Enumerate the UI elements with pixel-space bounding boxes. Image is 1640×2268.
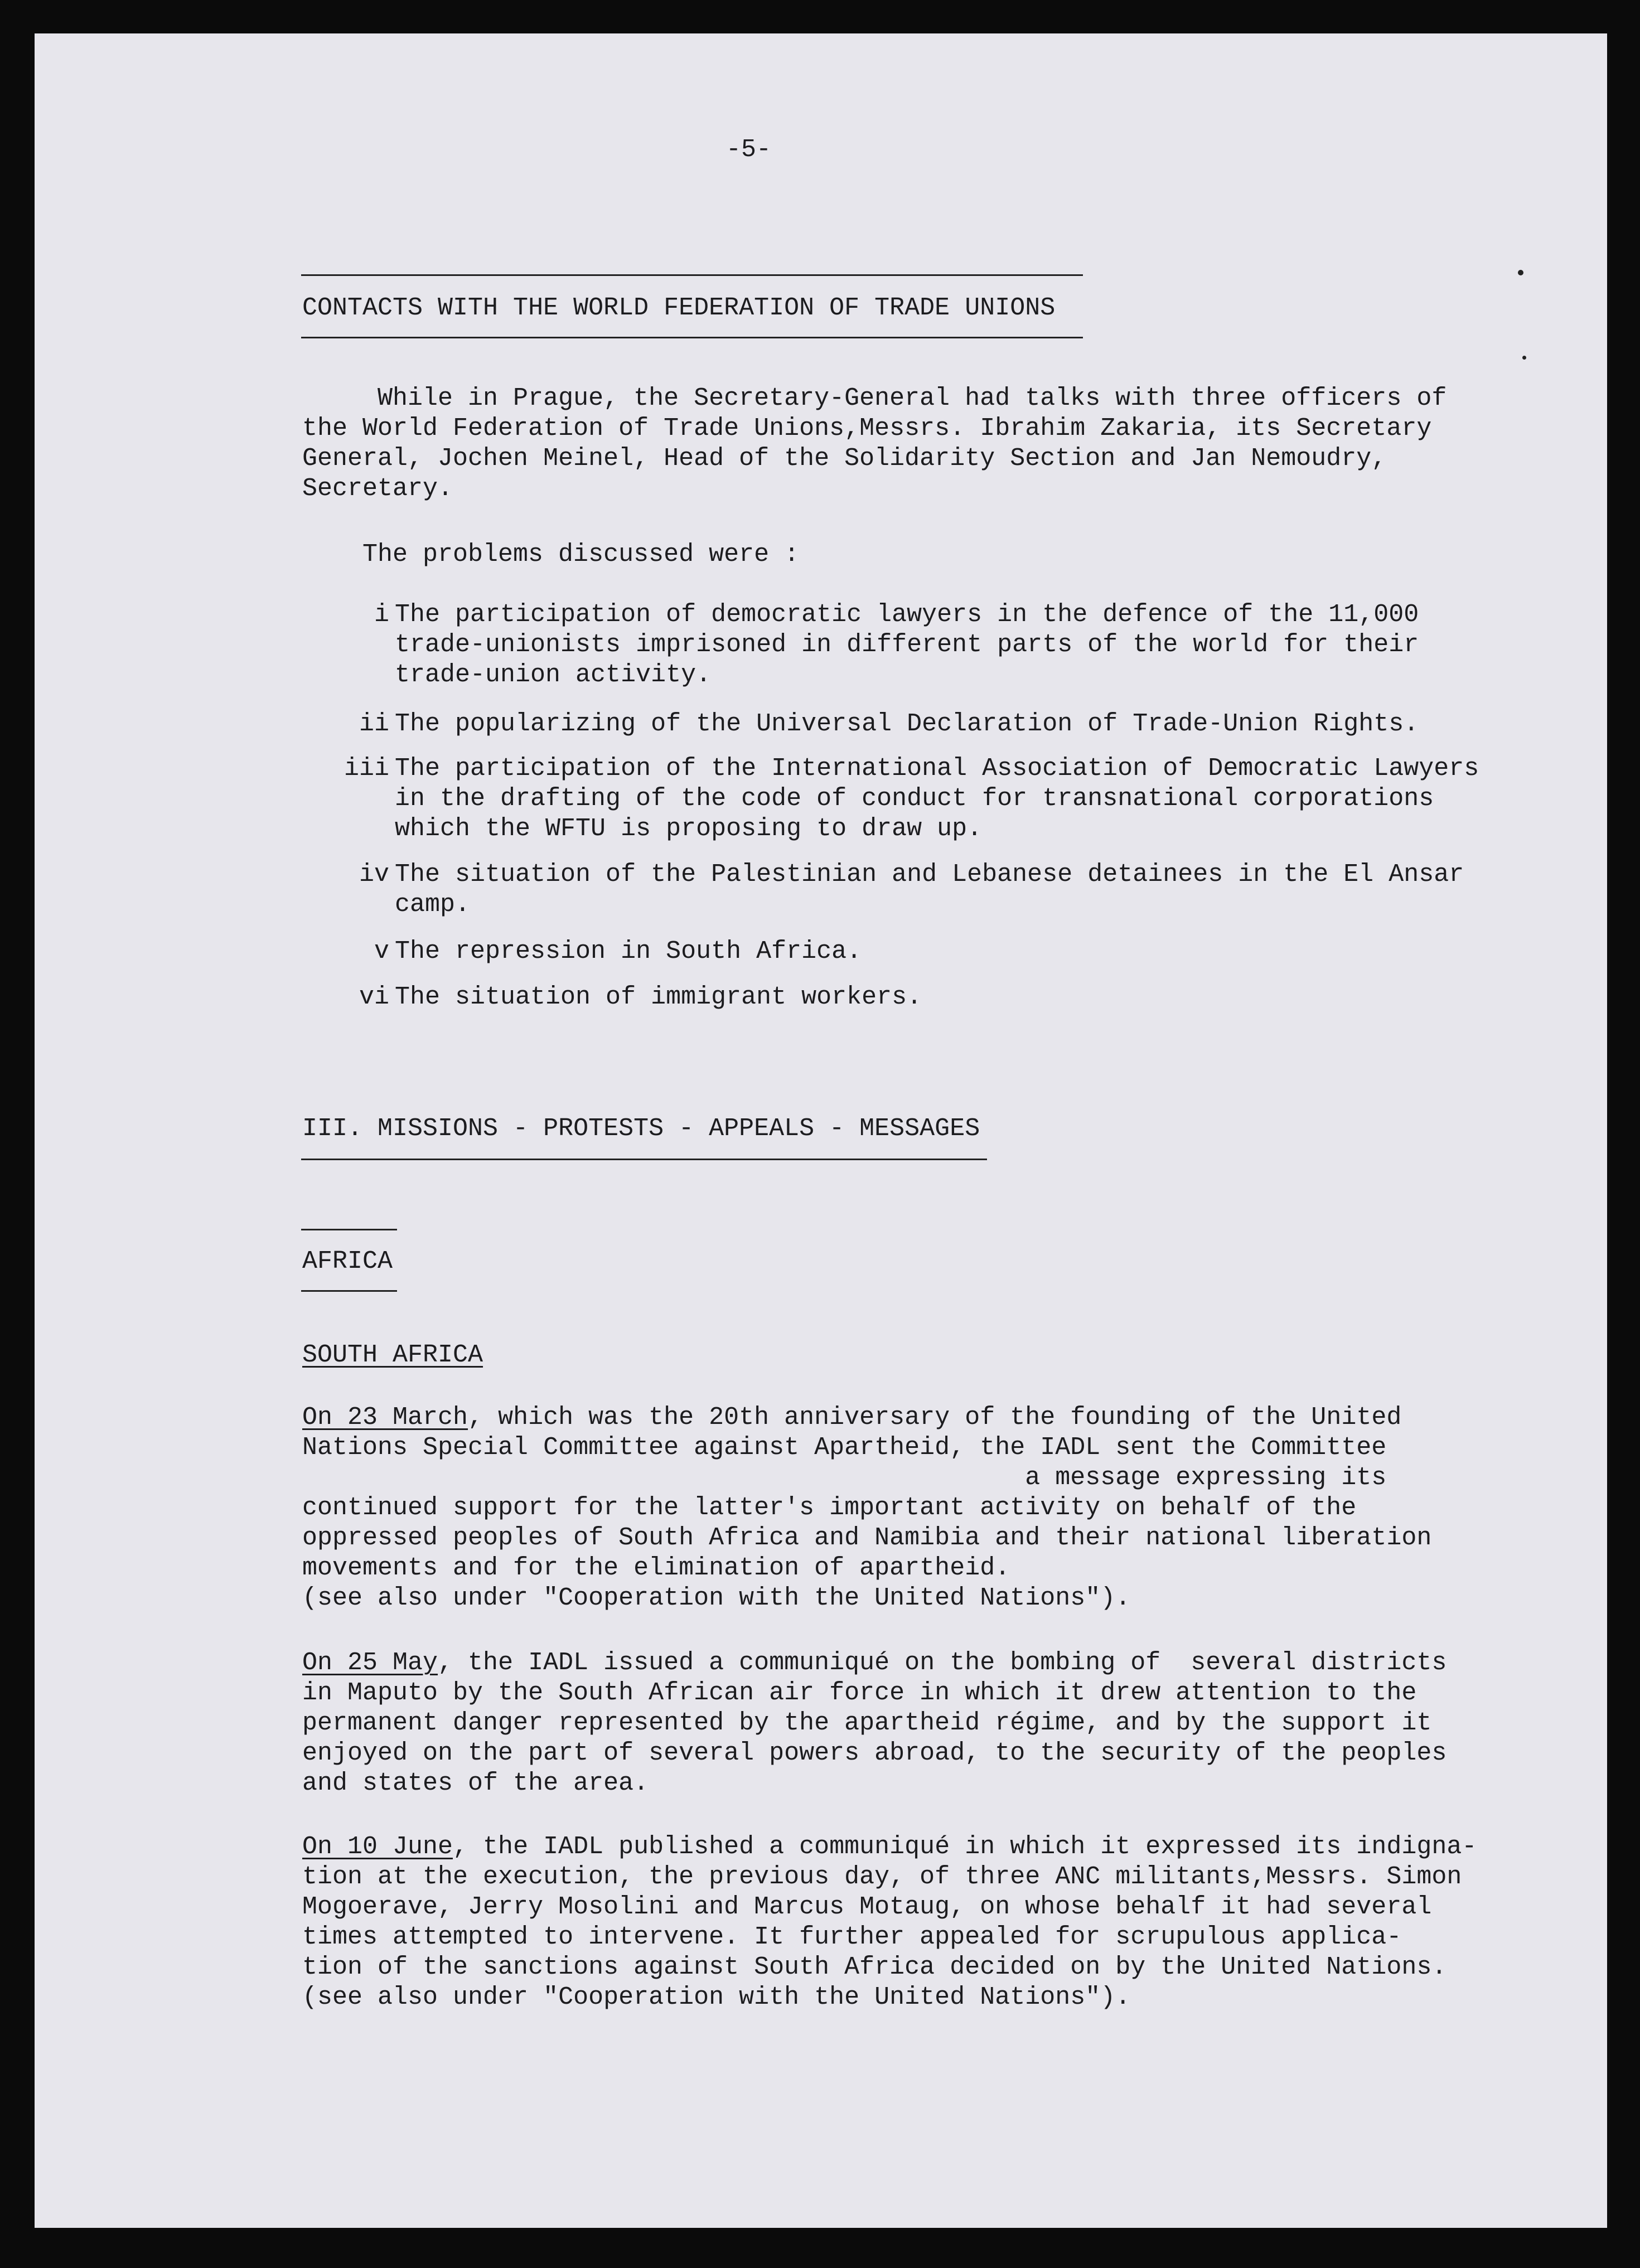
text-line: Nations Special Committee against Apartheid, the IADL sent the Committee bbox=[302, 1433, 1387, 1462]
subregion-heading: SOUTH AFRICA bbox=[302, 1341, 483, 1369]
section-heading-wftu: CONTACTS WITH THE WORLD FEDERATION OF TRADE UNIONS bbox=[302, 294, 1056, 322]
text-line: which the WFTU is proposing to draw up. bbox=[395, 815, 983, 843]
text-line: General, Jochen Meinel, Head of the Solidarity Section and Jan Nemoudry, bbox=[302, 444, 1387, 473]
text-line: in the drafting of the code of conduct for transnational corporations bbox=[395, 784, 1434, 813]
text-line: The situation of immigrant workers. bbox=[395, 983, 922, 1011]
text-line: oppressed peoples of South Africa and Namibia and their national liberation bbox=[302, 1524, 1432, 1552]
item-text bbox=[395, 754, 1479, 844]
text-line: continued support for the latter's important activity on behalf of the bbox=[302, 1494, 1357, 1522]
item-text bbox=[395, 709, 1419, 739]
item-text bbox=[395, 937, 862, 967]
item-number: iv bbox=[359, 860, 389, 889]
region-rule-top bbox=[301, 1229, 397, 1230]
heading-rule bbox=[301, 1159, 987, 1160]
entry-text: , which was the 20th anniversary of the founding of the United bbox=[468, 1403, 1402, 1432]
problems-intro: The problems discussed were : bbox=[362, 540, 800, 569]
text-line bbox=[302, 1832, 1562, 1862]
text-line: trade-unionists imprisoned in different parts of the world for their bbox=[395, 631, 1419, 659]
text-line: the World Federation of Trade Unions,Messrs. Ibrahim Zakaria, its Secretary bbox=[302, 414, 1432, 443]
region-heading: AFRICA bbox=[302, 1247, 393, 1276]
text-line: (see also under "Cooperation with the United Nations"). bbox=[302, 1983, 1131, 2012]
entry-paragraph bbox=[302, 1832, 1562, 2013]
text-line: tion at the execution, the previous day, of three ANC militants,Messrs. Simon bbox=[302, 1863, 1462, 1891]
item-number: vi bbox=[359, 983, 389, 1011]
heading-rule-bottom bbox=[301, 337, 1083, 338]
text-line: Secretary. bbox=[302, 474, 453, 503]
item-text bbox=[395, 982, 922, 1012]
text-line: in Maputo by the South African air force in which it drew attention to the bbox=[302, 1679, 1417, 1707]
item-text bbox=[395, 600, 1419, 690]
text-line: (see also under "Cooperation with the United Nations"). bbox=[302, 1584, 1131, 1612]
document-page bbox=[35, 33, 1607, 2228]
margin-mark bbox=[1522, 356, 1526, 360]
item-text bbox=[395, 860, 1464, 920]
entry-text: , the IADL issued a communiqué on the bombing of several districts bbox=[438, 1649, 1447, 1677]
margin-mark bbox=[1518, 270, 1523, 275]
text-line: The popularizing of the Universal Declaration of Trade-Union Rights. bbox=[395, 710, 1419, 738]
item-number: ii bbox=[359, 710, 389, 738]
text-line: enjoyed on the part of several powers abroad, to the security of the peoples bbox=[302, 1739, 1447, 1767]
item-number: i bbox=[374, 600, 389, 629]
text-line: The situation of the Palestinian and Lebanese detainees in the El Ansar bbox=[395, 860, 1464, 889]
item-number: v bbox=[374, 937, 389, 966]
document-body bbox=[35, 33, 1607, 2228]
text-line bbox=[302, 1648, 1562, 1678]
text-line: movements and for the elimination of apartheid. bbox=[302, 1554, 1010, 1582]
text-line: camp. bbox=[395, 890, 471, 919]
entry-text: , the IADL published a communiqué in which it expressed its indigna- bbox=[453, 1833, 1477, 1861]
entry-date: On 23 March bbox=[302, 1403, 468, 1432]
text-line: tion of the sanctions against South Africa decided on by the United Nations. bbox=[302, 1953, 1447, 1981]
item-number: iii bbox=[344, 754, 389, 783]
section-heading-iii: III. MISSIONS - PROTESTS - APPEALS - MESSAGES bbox=[302, 1114, 980, 1143]
text-line: trade-union activity. bbox=[395, 661, 712, 689]
text-line: The participation of the International Association of Democratic Lawyers bbox=[395, 754, 1479, 783]
text-line: times attempted to intervene. It further appealed for scrupulous applica- bbox=[302, 1923, 1402, 1951]
heading-rule-top bbox=[301, 274, 1083, 276]
text-line: a message expressing its bbox=[302, 1463, 1387, 1492]
text-line: and states of the area. bbox=[302, 1769, 649, 1797]
text-line: Mogoerave, Jerry Mosolini and Marcus Motaug, on whose behalf it had several bbox=[302, 1893, 1432, 1921]
text-line: The participation of democratic lawyers in the defence of the 11,000 bbox=[395, 600, 1419, 629]
text-line: While in Prague, the Secretary-General had talks with three officers of bbox=[302, 384, 1447, 413]
entry-date: On 25 May bbox=[302, 1649, 438, 1677]
region-rule-bottom bbox=[301, 1290, 397, 1292]
text-line: The repression in South Africa. bbox=[395, 937, 862, 966]
text-line: permanent danger represented by the apartheid régime, and by the support it bbox=[302, 1709, 1432, 1737]
page-number: -5- bbox=[726, 135, 772, 164]
entry-paragraph bbox=[302, 1403, 1562, 1613]
entry-paragraph bbox=[302, 1648, 1562, 1799]
wftu-intro-paragraph bbox=[302, 384, 1562, 504]
entry-date: On 10 June bbox=[302, 1833, 453, 1861]
text-line bbox=[302, 1403, 1562, 1433]
